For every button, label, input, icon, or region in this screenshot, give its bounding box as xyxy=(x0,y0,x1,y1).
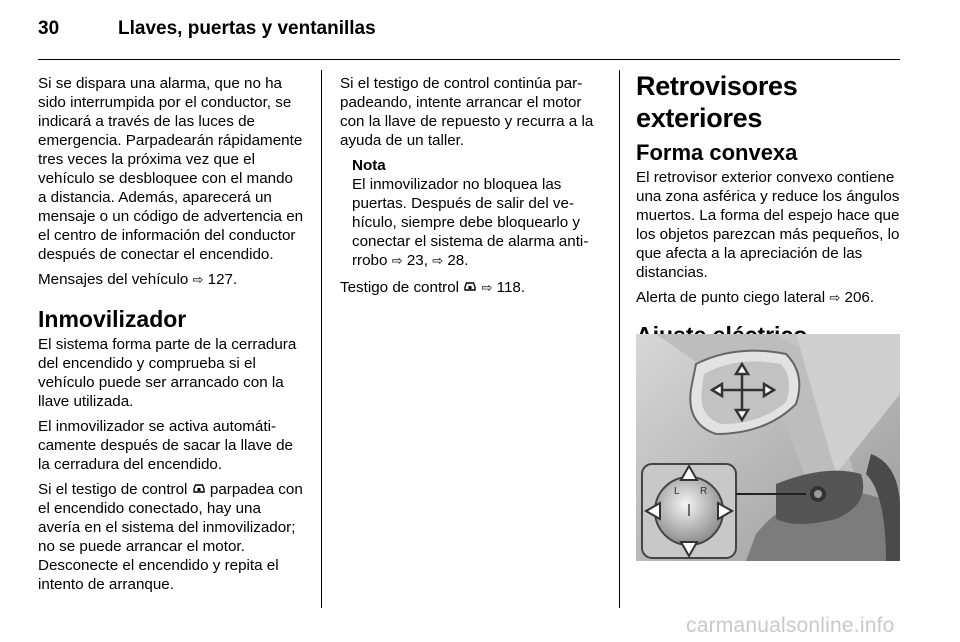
control-light-text: Testigo de control xyxy=(340,279,460,296)
page-ref-arrow-icon: ⇨ xyxy=(192,272,204,287)
page-header xyxy=(38,18,900,48)
column-3 xyxy=(636,70,904,349)
column-divider-2 xyxy=(619,70,620,608)
column-divider-1 xyxy=(321,70,322,608)
section-heading-retrovisores: Retrovisores exteriores xyxy=(636,71,798,133)
immobilizer-warning xyxy=(38,480,304,594)
page-number: 30 xyxy=(38,18,60,39)
control-light-page: 118. xyxy=(496,279,526,296)
note-ref-1: 23, xyxy=(406,252,428,269)
convex-mirror-paragraph: El retrovisor exterior convexo contiene una zona asférica y reduce los ángulos muertos. La forma del espejo hace que los objetos parezcan más pequeños, lo que afecta a la apreciación de las distancias. xyxy=(636,169,900,281)
note-box xyxy=(352,156,605,270)
page-ref-arrow-icon: ⇨ xyxy=(829,290,841,305)
car-key-warning-icon xyxy=(192,482,206,494)
vehicle-messages-text: Mensajes del vehículo xyxy=(38,271,189,288)
warning-text-b: parpadea con el encendido conectado, hay una avería en el sistema del inmovilizador; no se puede arrancar el motor. Desconecte el encendido y repita el intento de arranque. xyxy=(38,481,303,593)
blind-spot-ref xyxy=(636,288,904,307)
column-2 xyxy=(340,74,605,303)
mirror-adjustment-illustration xyxy=(636,334,900,561)
control-light-ref xyxy=(340,278,605,297)
blind-spot-page: 206. xyxy=(844,289,875,306)
switch-label-left: L xyxy=(674,486,680,497)
spare-key-paragraph: Si el testigo de control continúa parpadeando, intente arrancar el motor con la llave de repuesto y recurra a la ayuda de un taller. xyxy=(340,75,594,149)
chapter-title: Llaves, puertas y ventanillas xyxy=(118,18,376,39)
note-body: El inmovilizador no bloquea las puertas. Después de salir del vehículo, siempre debe bloquearlo y conectar el sistema de alarma antirrobo xyxy=(352,176,589,269)
warning-text-a: Si el testigo de control xyxy=(38,481,188,498)
note-ref-2: 28. xyxy=(447,252,469,269)
column-1 xyxy=(38,74,304,600)
watermark: carmanualsonline.info xyxy=(686,614,895,637)
page-ref-arrow-icon: ⇨ xyxy=(432,253,444,268)
vehicle-messages-page: 127. xyxy=(207,271,238,288)
immobilizer-activation: El inmovilizador se activa automáticamente después de sacar la llave de la cerradura del encendido. xyxy=(38,418,293,473)
immobilizer-intro: El sistema forma parte de la cerradura del encendido y comprueba si el vehículo puede ser arrancado con la llave utilizada. xyxy=(38,336,297,410)
page-ref-arrow-icon: ⇨ xyxy=(481,280,493,295)
note-text xyxy=(352,175,605,270)
header-divider xyxy=(38,59,900,60)
note-title: Nota xyxy=(352,157,386,174)
switch-label-right: R xyxy=(700,486,708,497)
vehicle-messages-ref xyxy=(38,270,304,289)
blind-spot-text: Alerta de punto ciego lateral xyxy=(636,289,826,306)
page-ref-arrow-icon: ⇨ xyxy=(391,253,403,268)
subheading-forma-convexa: Forma convexa xyxy=(636,140,798,165)
section-heading-inmovilizador: Inmovilizador xyxy=(38,306,187,332)
car-key-warning-icon xyxy=(463,280,477,292)
alarm-paragraph: Si se dispara una alarma, que no ha sido interrumpida por el conductor, se indicará a través de las luces de emergencia. Parpadearán rápidamente tres veces la próxima vez que el vehículo se desbloquee con el mando a distancia. Además, aparecerá un mensaje o un código de advertencia en el centro de información del conductor después de conectar el encendido. xyxy=(38,75,304,263)
